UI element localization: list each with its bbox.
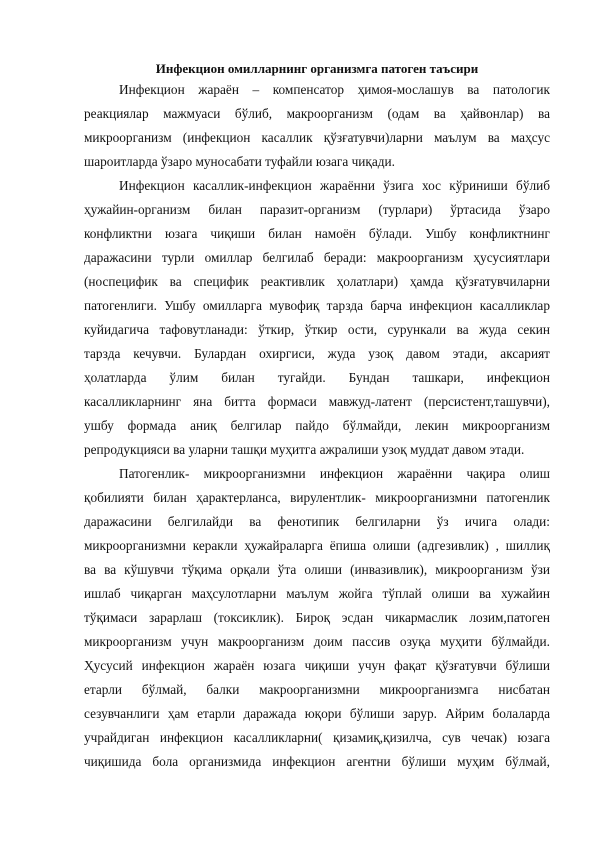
text-line: Инфекцион жараён – компенсатор ҳимоя-мослашув ва патологик bbox=[119, 82, 550, 97]
text-line: чиқишида бола организмида инфекцион агентни бўлиши муҳим бўлмай, bbox=[84, 754, 550, 769]
text-line: реакциялар мажмуаси бўлиб, макроорганизм (одам ва ҳайвонлар) ва bbox=[84, 106, 550, 121]
text-line: куйидагича тафовутланади: ўткир, ўткир ости, сурункали ва жуда секин bbox=[84, 322, 550, 337]
text-line: касалликларнинг яна битта формаси мавжуд-латент (персистент,ташувчи), bbox=[84, 394, 550, 409]
text-line: даражасини белгилайди ва фенотипик белгиларни ўз ичига олади: bbox=[84, 514, 550, 529]
text-line: етарли бўлмай, балки макроорганизмни микроорганизмга нисбатан bbox=[84, 682, 550, 697]
text-line: қобилияти билан ҳарактерланса, вирулентлик- микроорганизмни патогенлик bbox=[84, 490, 550, 505]
text-line: конфликтни юзага чиқиши билан намоён бўлади. Ушбу конфликтнинг bbox=[84, 226, 550, 241]
text-line: микроорганизмни керакли ҳужайраларга ёпиша олиши (адгезивлик) , шиллиқ bbox=[84, 538, 550, 553]
text-line: патогенлиги. Ушбу омилларга мувофиқ тарзда барча инфекцион касалликлар bbox=[84, 298, 550, 313]
text-line: тарзда кечувчи. Булардан охиргиси, жуда узоқ давом этади, аксарият bbox=[84, 346, 550, 361]
text-line: ва ва кўшувчи тўқима орқали ўта олиши (инвазивлик), микроорганизм ўзи bbox=[84, 562, 550, 577]
text-line: ишлаб чиқарган маҳсулотларни маълум жойга тўплай олиши ва хужайин bbox=[84, 586, 550, 601]
text-line: ҳолатларда ўлим билан тугайди. Бундан ташкари, инфекцион bbox=[84, 370, 550, 385]
text-line: ҳужайин-организм билан паразит-организм (турлари) ўртасида ўзаро bbox=[84, 202, 550, 217]
text-line: репродукцияси ва уларни ташқи муҳитга ажралиши узоқ муддат давом этади. bbox=[84, 442, 525, 457]
text-line: микроорганизм (инфекцион касаллик қўзғатувчи)ларни маълум ва маҳсус bbox=[84, 130, 550, 145]
text-line: (носпецифик ва специфик реактивлик ҳолатлари) ҳамда қўзғатувчиларни bbox=[84, 274, 550, 289]
body-text bbox=[84, 78, 550, 774]
text-line: сезувчанлиги ҳам етарли даражада юқори бўлиши зарур. Айрим болаларда bbox=[84, 706, 550, 721]
text-line: даражасини турли омиллар белгилаб беради: макроорганизм ҳусусиятлари bbox=[84, 250, 550, 265]
text-line: шароитларда ўзаро муносабати туфайли юзага чиқади. bbox=[84, 154, 395, 169]
text-line: Инфекцион касаллик-инфекцион жараённи ўзига хос кўриниши бўлиб bbox=[119, 178, 550, 193]
page-title: Инфекцион омилларнинг организмга патоген таъсири bbox=[155, 61, 479, 76]
text-line: Патогенлик- микроорганизмни инфекцион жараённи чақира олиш bbox=[119, 466, 550, 481]
text-line: тўқимаси зарарлаш (токсиклик). Бироқ эсдан чикармаслик лозим,патоген bbox=[84, 610, 550, 625]
text-line: микроорганизм учун макроорганизм доим пассив озуқа муҳити бўлмайди. bbox=[84, 634, 550, 649]
text-line: Ҳусусий инфекцион жараён юзага чиқиши учун фақат қўзғатувчи бўлиши bbox=[84, 658, 550, 673]
text-line: учрайдиган инфекцион касалликларни( қизамиқ,қизилча, сув чечак) юзага bbox=[84, 730, 550, 745]
text-line: ушбу формада аниқ белгилар пайдо бўлмайди, лекин микроорганизм bbox=[84, 418, 550, 433]
